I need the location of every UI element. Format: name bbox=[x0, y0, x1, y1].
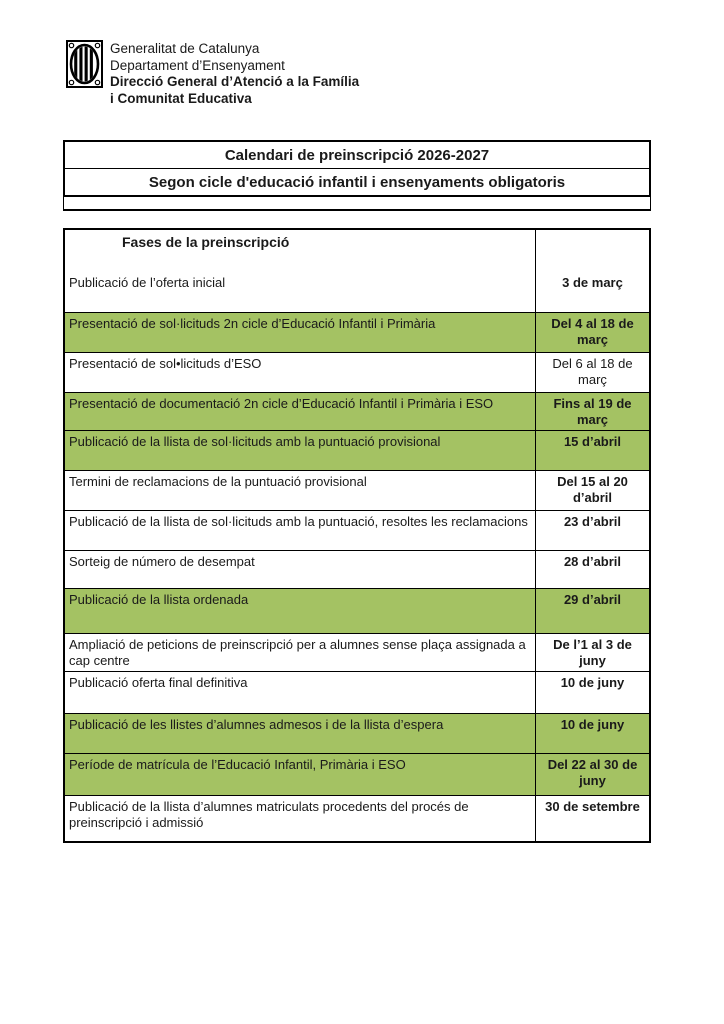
phase-cell: Sorteig de número de desempat bbox=[69, 554, 255, 569]
phase-cell: Publicació oferta final definitiva bbox=[69, 675, 248, 690]
letterhead-text bbox=[110, 40, 359, 107]
date-cell: 28 d’abril bbox=[535, 551, 649, 588]
table-row bbox=[65, 510, 649, 550]
title-empty-strip bbox=[63, 196, 651, 211]
table-row bbox=[65, 352, 649, 392]
document-title: Calendari de preinscripció 2026-2027 bbox=[65, 142, 649, 169]
table-header-row bbox=[65, 230, 649, 272]
table-row bbox=[65, 550, 649, 588]
letterhead bbox=[66, 40, 359, 107]
table-row bbox=[65, 272, 649, 312]
table-row bbox=[65, 713, 649, 753]
phase-cell: Publicació de la llista de sol·licituds amb la puntuació provisional bbox=[69, 434, 441, 449]
phase-cell: Publicació de la llista de sol·licituds amb la puntuació, resoltes les reclamacions bbox=[69, 514, 528, 529]
table-row bbox=[65, 588, 649, 633]
table-row bbox=[65, 430, 649, 470]
date-cell: De l’1 al 3 de juny bbox=[535, 634, 649, 671]
table-body bbox=[65, 272, 649, 841]
phase-cell: Publicació de la llista d’alumnes matriculats procedents del procés de preinscripció i admissió bbox=[69, 799, 469, 830]
date-cell: 29 d’abril bbox=[535, 589, 649, 633]
phase-cell: Ampliació de peticions de preinscripció per a alumnes sense plaça assignada a cap centre bbox=[69, 637, 526, 668]
phases-column-header: Fases de la preinscripció bbox=[122, 234, 290, 250]
phases-table bbox=[63, 228, 651, 843]
phase-cell: Presentació de documentació 2n cicle d’Educació Infantil i Primària i ESO bbox=[69, 396, 494, 411]
document-subtitle: Segon cicle d'educació infantil i ensenyaments obligatoris bbox=[148, 173, 566, 191]
table-row bbox=[65, 312, 649, 352]
table-row bbox=[65, 392, 649, 430]
date-cell: 3 de març bbox=[535, 272, 649, 312]
date-cell: Del 22 al 30 de juny bbox=[535, 754, 649, 795]
date-cell: 10 de juny bbox=[535, 672, 649, 713]
direction-name-line2: i Comunitat Educativa bbox=[110, 90, 252, 106]
date-column-header bbox=[535, 230, 649, 272]
phase-cell: Publicació de les llistes d’alumnes admesos i de la llista d’espera bbox=[69, 717, 444, 732]
phase-cell: Període de matrícula de l’Educació Infantil, Primària i ESO bbox=[69, 757, 406, 772]
phase-cell: Presentació de sol•licituds d’ESO bbox=[69, 356, 262, 371]
title-box bbox=[63, 140, 651, 197]
table-row bbox=[65, 633, 649, 671]
date-cell: Del 15 al 20 d’abril bbox=[535, 471, 649, 510]
department-name: Departament d’Ensenyament bbox=[110, 57, 285, 73]
org-name: Generalitat de Catalunya bbox=[110, 41, 260, 56]
date-cell: 23 d’abril bbox=[535, 511, 649, 550]
date-cell: Fins al 19 de març bbox=[535, 393, 649, 430]
date-cell: 15 d’abril bbox=[535, 431, 649, 470]
date-cell: 30 de setembre bbox=[535, 796, 649, 841]
table-row bbox=[65, 795, 649, 841]
table-row bbox=[65, 753, 649, 795]
phase-cell: Presentació de sol·licituds 2n cicle d’Educació Infantil i Primària bbox=[69, 316, 436, 331]
direction-name-line1: Direcció General d’Atenció a la Família bbox=[110, 74, 360, 89]
date-cell: Del 4 al 18 de març bbox=[535, 313, 649, 352]
generalitat-seal-icon bbox=[66, 40, 103, 88]
phase-cell: Termini de reclamacions de la puntuació provisional bbox=[69, 474, 367, 489]
date-cell: Del 6 al 18 de març bbox=[535, 353, 649, 392]
phase-cell: Publicació de l’oferta inicial bbox=[69, 275, 226, 290]
phase-cell: Publicació de la llista ordenada bbox=[69, 592, 249, 607]
table-row bbox=[65, 671, 649, 713]
table-row bbox=[65, 470, 649, 510]
date-cell: 10 de juny bbox=[535, 714, 649, 753]
